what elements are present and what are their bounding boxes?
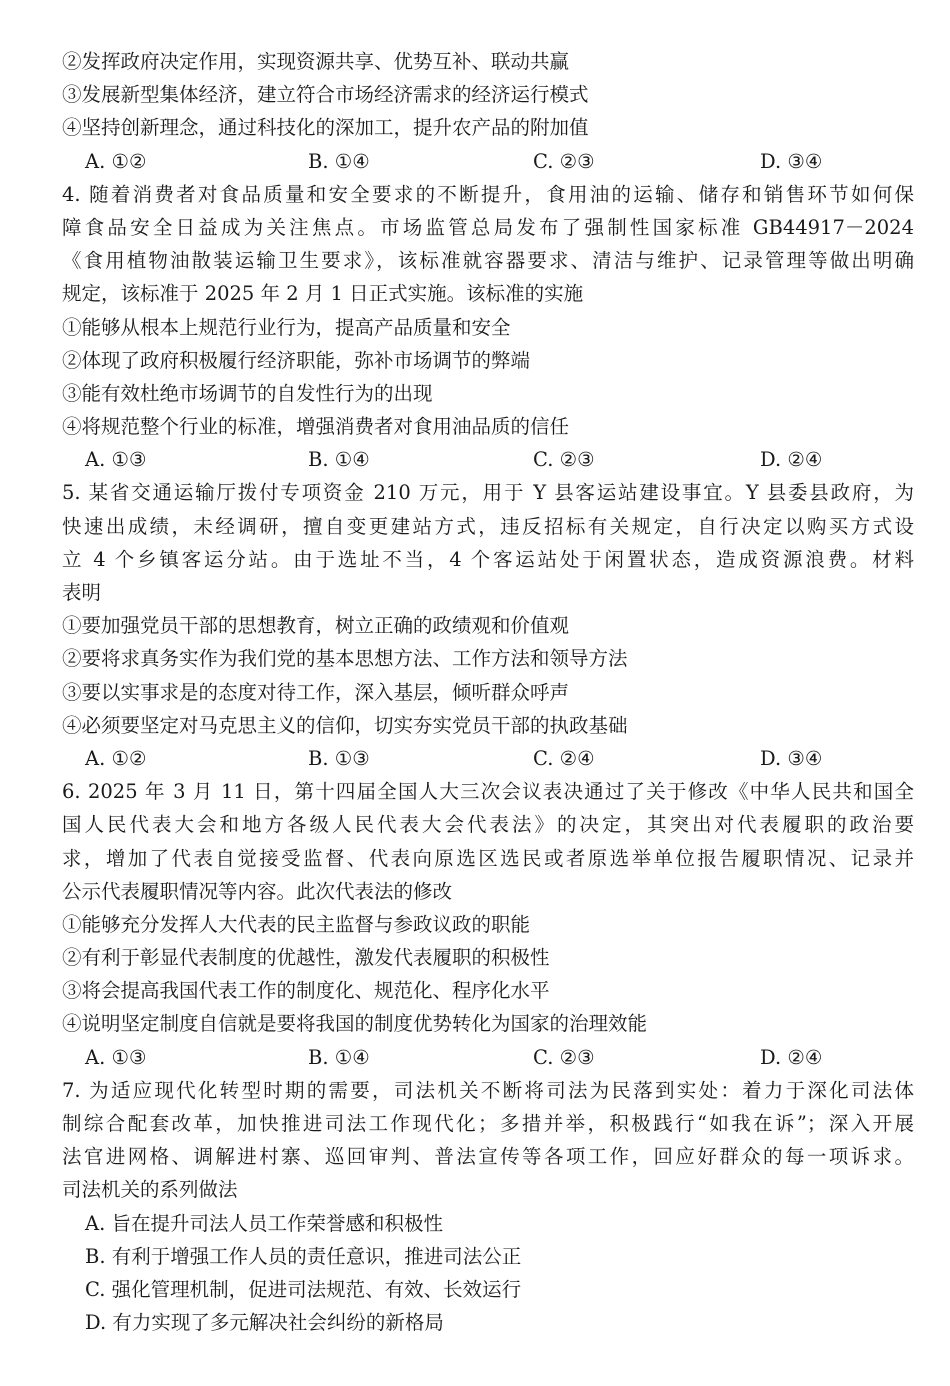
question-stem-line: 制综合配套改革，加快推进司法工作现代化；多措并举，积极践行“如我在诉”；深入开展: [62, 1112, 914, 1135]
statement-item: ④说明坚定制度自信就是要将我国的制度优势转化为国家的治理效能: [62, 1012, 648, 1036]
options-row: [62, 443, 914, 476]
question-stem-line: 立 4 个乡镇客运分站。由于选址不当，4 个客运站处于闲置状态，造成资源浪费。材料: [62, 547, 914, 571]
question-stem-line: 障食品安全日益成为关注焦点。市场监管总局发布了强制性国家标准 GB44917－2024: [62, 215, 914, 239]
option-D: D. ②④: [760, 448, 823, 472]
question-stem-line: 7. 为适应现代化转型时期的需要，司法机关不断将司法为民落到实处：着力于深化司法体: [62, 1078, 914, 1102]
option-B: B. ①④: [308, 1045, 370, 1069]
option-B: B. 有利于增强工作人员的责任意识，推进司法公正: [85, 1244, 522, 1268]
statement-item: ④必须要坚定对马克思主义的信仰，切实夯实党员干部的执政基础: [62, 713, 628, 737]
statement-item: ①能够从根本上规范行业行为，提高产品质量和安全: [62, 315, 511, 339]
option-B: B. ①④: [308, 448, 370, 472]
statement-item: ②发挥政府决定作用，实现资源共享、优势互补、联动共赢: [62, 50, 570, 73]
option-C: C. ②④: [533, 746, 595, 770]
question-stem-line: 规定，该标准于 2025 年 2 月 1 日正式实施。该标准的实施: [62, 282, 584, 306]
option-A: A. ①③: [85, 1045, 147, 1069]
option-A: A. ①③: [85, 448, 147, 472]
question-stem-line: 求，增加了代表自觉接受监督、代表向原选区选民或者原选举单位报告履职情况、记录并: [62, 846, 914, 870]
options-row: [62, 145, 914, 178]
question-stem-line: 《食用植物油散装运输卫生要求》，该标准就容器要求、清洁与维护、记录管理等做出明确: [62, 249, 914, 273]
option-A: A. 旨在提升司法人员工作荣誉感和积极性: [85, 1211, 443, 1235]
option-C: C. 强化管理机制，促进司法规范、有效、长效运行: [85, 1277, 522, 1301]
option-A: A. ①②: [85, 746, 147, 770]
statement-item: ③要以实事求是的态度对待工作，深入基层，倾听群众呼声: [62, 680, 570, 704]
option-C: C. ②③: [533, 1045, 595, 1069]
question-stem-line: 公示代表履职情况等内容。此次代表法的修改: [62, 879, 453, 903]
options-row: [62, 1041, 914, 1074]
options-row: [62, 742, 914, 775]
option-D: D. ③④: [760, 149, 823, 173]
question-stem-line: 快速出成绩，未经调研，擅自变更建站方式，违反招标有关规定，自行决定以购买方式设: [62, 514, 914, 538]
statement-item: ②要将求真务实作为我们党的基本思想方法、工作方法和领导方法: [62, 647, 628, 671]
exam-page: [62, 45, 914, 1339]
question-stem-line: 6. 2025 年 3 月 11 日，第十四届全国人大三次会议表决通过了关于修改《中华人民共和国全: [62, 780, 914, 804]
statement-item: ③将会提高我国代表工作的制度化、规范化、程序化水平: [62, 979, 550, 1003]
question-stem-line: 4. 随着消费者对食品质量和安全要求的不断提升，食用油的运输、储存和销售环节如何保: [62, 182, 914, 206]
option-B: B. ①③: [308, 746, 370, 770]
statement-item: ①能够充分发挥人大代表的民主监督与参政议政的职能: [62, 912, 531, 936]
statement-item: ②有利于彰显代表制度的优越性，激发代表履职的积极性: [62, 946, 550, 970]
statement-item: ④将规范整个行业的标准，增强消费者对食用油品质的信任: [62, 415, 570, 439]
option-A: A. ①②: [85, 149, 147, 173]
option-D: D. ③④: [760, 746, 823, 770]
question-stem-line: 表明: [62, 581, 102, 604]
option-C: C. ②③: [533, 149, 595, 173]
question-stem-line: 国人民代表大会和地方各级人民代表大会代表法》的决定，其突出对代表履职的政治要: [62, 813, 914, 837]
statement-item: ④坚持创新理念，通过科技化的深加工，提升农产品的附加值: [62, 116, 589, 140]
statement-item: ①要加强党员干部的思想教育，树立正确的政绩观和价值观: [62, 614, 570, 638]
statement-item: ③能有效杜绝市场调节的自发性行为的出现: [62, 381, 433, 405]
option-B: B. ①④: [308, 149, 370, 173]
statement-item: ③发展新型集体经济，建立符合市场经济需求的经济运行模式: [62, 83, 589, 107]
statement-item: ②体现了政府积极履行经济职能，弥补市场调节的弊端: [62, 348, 531, 372]
question-stem-line: 司法机关的系列做法: [62, 1178, 238, 1202]
question-stem-line: 法官进网格、调解进村寨、巡回审判、普法宣传等各项工作，回应好群众的每一项诉求。: [62, 1145, 914, 1169]
option-D: D. ②④: [760, 1045, 823, 1069]
option-D: D. 有力实现了多元解决社会纠纷的新格局: [85, 1311, 444, 1335]
option-C: C. ②③: [533, 448, 595, 472]
question-stem-line: 5. 某省交通运输厅拨付专项资金 210 万元，用于 Y 县客运站建设事宜。Y 县委县政府，为: [62, 481, 914, 505]
